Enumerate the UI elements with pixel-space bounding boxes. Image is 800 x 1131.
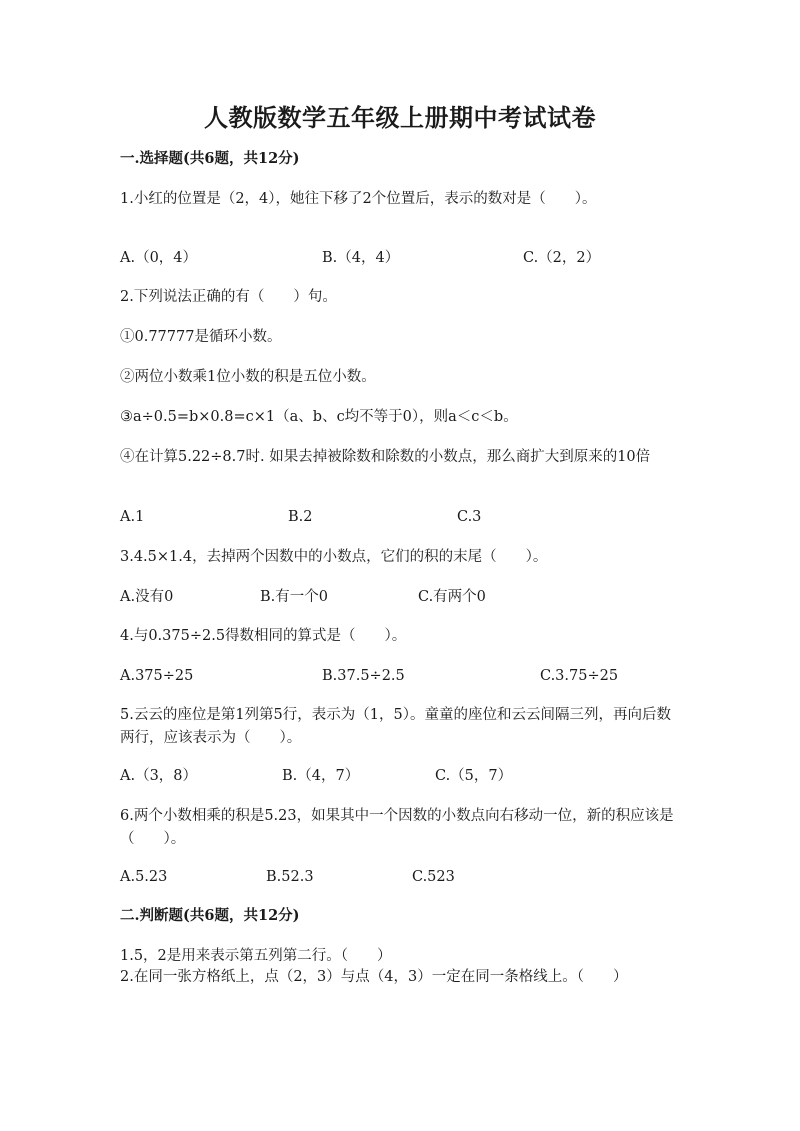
option-a: A.5.23 <box>120 869 168 885</box>
option-a: A.没有0 <box>120 589 174 605</box>
page-title: 人教版数学五年级上册期中考试试卷 <box>204 103 596 132</box>
option-b: B.（4，7） <box>282 768 360 784</box>
question-3-options <box>120 586 680 608</box>
question-4-options <box>120 665 680 687</box>
question-6-text: 6.两个小数相乘的积是5.23，如果其中一个因数的小数点向右移动一位，新的积应该是（ ）。 <box>120 808 674 847</box>
option-a: A.（0，4） <box>120 250 198 266</box>
judgement-question-1: 1.5，2是用来表示第五列第二行。（ ） <box>120 948 392 964</box>
question-2-statement-4: ④在计算5.22÷8.7时. 如果去掉被除数和除数的小数点，那么商扩大到原来的10倍 <box>120 449 651 465</box>
question-2-statement-3: ③a÷0.5=b×0.8=c×1（a、b、c均不等于0），则a＜c＜b。 <box>120 409 518 425</box>
option-c: C.有两个0 <box>418 589 486 605</box>
option-b: B.有一个0 <box>260 589 328 605</box>
question-4-text: 4.与0.375÷2.5得数相同的算式是（ ）。 <box>120 628 407 644</box>
option-c: C.3 <box>457 509 482 525</box>
question-1-options <box>120 247 680 269</box>
question-2-statement-2: ②两位小数乘1位小数的积是五位小数。 <box>120 369 376 385</box>
question-3-text: 3.4.5×1.4，去掉两个因数中的小数点，它们的积的末尾（ ）。 <box>120 549 548 565</box>
option-c: C.3.75÷25 <box>540 668 619 684</box>
option-b: B.（4，4） <box>322 250 400 266</box>
question-1-text: 1.小红的位置是（2，4），她往下移了2个位置后，表示的数对是（ ）。 <box>120 191 597 207</box>
question-5-text: 5.云云的座位是第1列第5行，表示为（1，5）。童童的座位和云云间隔三列，再向后数两行，应该表示为（ ）。 <box>120 707 671 746</box>
option-b: B.52.3 <box>266 869 314 885</box>
option-a: A.375÷25 <box>120 668 194 684</box>
judgement-question-2: 2.在同一张方格纸上，点（2，3）与点（4，3）一定在同一条格线上。（ ） <box>120 969 628 985</box>
section-heading-choice: 一.选择题(共6题，共12分) <box>120 150 300 167</box>
section-heading-judgement: 二.判断题(共6题，共12分) <box>120 907 300 924</box>
option-a: A.（3，8） <box>120 768 198 784</box>
option-a: A.1 <box>120 509 145 525</box>
option-c: C.523 <box>412 869 455 885</box>
question-2-text: 2.下列说法正确的有（ ）句。 <box>120 289 337 305</box>
question-5-options <box>120 765 680 787</box>
question-2-options <box>120 506 680 528</box>
option-c: C.（2，2） <box>523 250 601 266</box>
question-2-statement-1: ①0.77777是循环小数。 <box>120 329 282 345</box>
option-b: B.37.5÷2.5 <box>322 668 405 684</box>
option-b: B.2 <box>288 509 313 525</box>
option-c: C.（5，7） <box>435 768 513 784</box>
question-6-options <box>120 866 680 888</box>
